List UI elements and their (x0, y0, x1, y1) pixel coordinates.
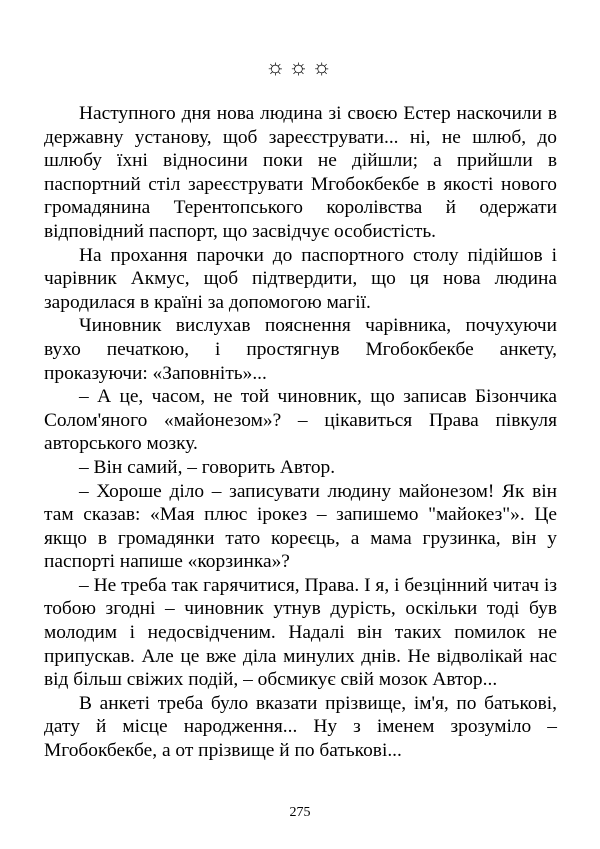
paragraph: – Хороше діло – записувати людину майонезом! Як він там сказав: «Мая плюс ірокез – запишемо "майокез"». Це якщо в громадянки тато кореєць, а мама грузинка, він у паспорті напише «корзинка»? (44, 480, 557, 573)
paragraph: – А це, часом, не той чиновник, що записав Бізончика Солом'яного «майонезом»? – цікавиться Права півкуля авторського мозку. (44, 386, 557, 455)
paragraph: – Не треба так гарячитися, Права. І я, і безцінний читач із тобою згодні – чиновник утнув дурість, оскільки тоді був молодим і недосвідченим. Надалі він таких помилок не припускав. Але це вже діла минулих днів. Не відволікай нас від більш свіжих подій, – обсмикує свій мозок Автор... (44, 574, 557, 691)
paragraph: – Він самий, – говорить Автор. (79, 456, 336, 478)
paragraph: Наступного дня нова людина зі своєю Естер наскочили в державну установу, щоб зареєструвати... ні, не шлюб, до шлюбу їхні відносини поки не дійшли; а прийшли в паспортний стіл зареєструвати Мгобокбекбе в якості нового громадянина Терентопського королівства й одержати відповідний паспорт, що засвідчує особистість. (44, 103, 557, 242)
section-separator: ☼☼☼ (265, 54, 335, 79)
paragraph: Чиновник вислухав пояснення чарівника, почухуючи вухо печаткою, і простягнув Мгобокбекбе анкету, проказуючи: «Заповніть»... (44, 315, 557, 384)
paragraph: В анкеті треба було вказати прізвище, ім'я, по батькові, дату й місце народження... Ну з іменем зрозуміло – Мгобокбекбе, а от прізвище й по батькові... (44, 692, 557, 762)
body-text (44, 102, 557, 763)
page-number: 275 (289, 805, 311, 820)
paragraph: На прохання парочки до паспортного столу підійшов і чарівник Акмус, щоб підтвердити, що ця нова людина зародилася в країні за допомогою магії. (44, 244, 557, 313)
